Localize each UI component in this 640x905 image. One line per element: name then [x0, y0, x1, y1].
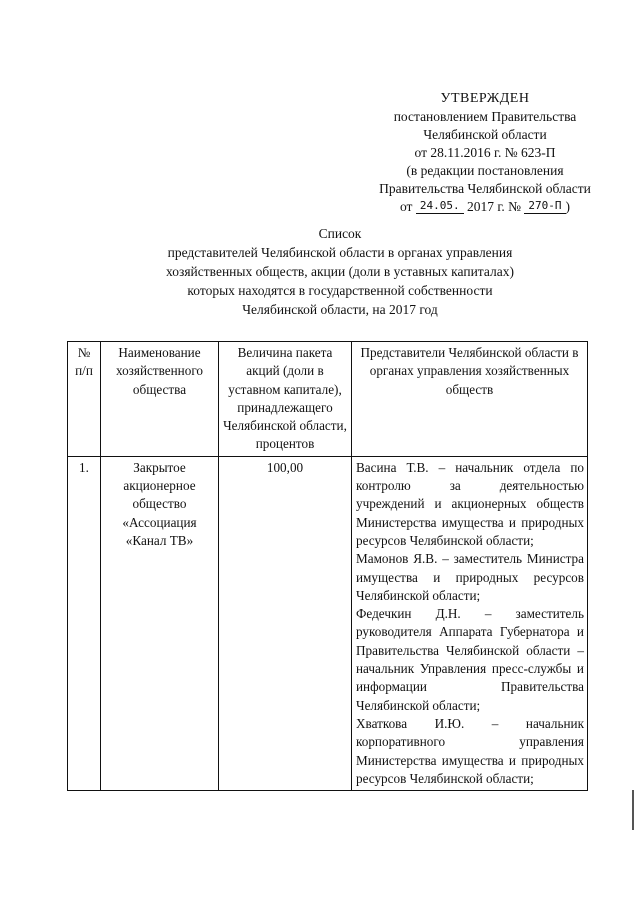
scan-edge-mark	[632, 790, 634, 830]
title-line: хозяйственных обществ, акции (доли в уставных капиталах)	[166, 264, 514, 279]
table-header-row	[68, 342, 588, 457]
document-title	[100, 224, 580, 319]
row-num: 1.	[68, 456, 101, 790]
approval-block	[360, 90, 610, 216]
title-line: которых находятся в государственной собственности	[187, 283, 493, 298]
title-line: Список	[318, 226, 362, 241]
representatives-table	[67, 341, 588, 791]
amendment-number-handwritten: 270-П	[524, 199, 565, 214]
table-row	[68, 456, 588, 790]
amendment-date-handwritten: 24.05.	[416, 199, 464, 214]
approval-line: (в редакции постановления	[406, 163, 564, 178]
approval-line: Челябинской области	[423, 127, 547, 142]
row-company: Закрытое акционерное общество «Ассоциация «Канал ТВ»	[101, 456, 219, 790]
header-company: Наименование хозяйственного общества	[101, 342, 219, 457]
header-num: № п/п	[68, 342, 101, 457]
header-share: Величина пакета акций (доли в уставном капитале), принадлежащего Челябинской области, процентов	[219, 342, 352, 457]
approval-line: постановлением Правительства	[393, 109, 577, 124]
amendment-date-row	[360, 198, 610, 216]
approval-heading: УТВЕРЖДЕН	[440, 91, 530, 106]
representative-entry: Васина Т.В. – начальник отдела по контролю за деятельностью учреждений и акционерных обществ Министерства имущества и природных ресурсов Челябинской области;	[356, 459, 584, 548]
header-representatives: Представители Челябинской области в органах управления хозяйственных обществ	[352, 342, 588, 457]
title-line: Челябинской области, на 2017 год	[242, 302, 438, 317]
representative-entry: Хваткова И.Ю. – начальник корпоративного управления Министерства имущества и природных ресурсов Челябинской области;	[356, 715, 584, 786]
amendment-suffix: )	[565, 199, 570, 214]
title-line: представителей Челябинской области в органах управления	[167, 245, 513, 260]
amendment-prefix: от	[399, 199, 413, 214]
row-representatives	[352, 456, 588, 790]
representative-entry: Федечкин Д.Н. – заместитель руководителя Аппарата Губернатора и Правительства Челябинской области – начальник Управления пресс-службы и информации Правительства Челябинской области;	[356, 606, 584, 713]
representative-entry: Мамонов Я.В. – заместитель Министра имущества и природных ресурсов Челябинской области;	[356, 551, 584, 603]
row-share: 100,00	[219, 456, 352, 790]
approval-line: Правительства Челябинской области	[379, 181, 591, 196]
approval-line: от 28.11.2016 г. № 623-П	[414, 145, 556, 160]
amendment-year: 2017 г. №	[466, 199, 521, 214]
